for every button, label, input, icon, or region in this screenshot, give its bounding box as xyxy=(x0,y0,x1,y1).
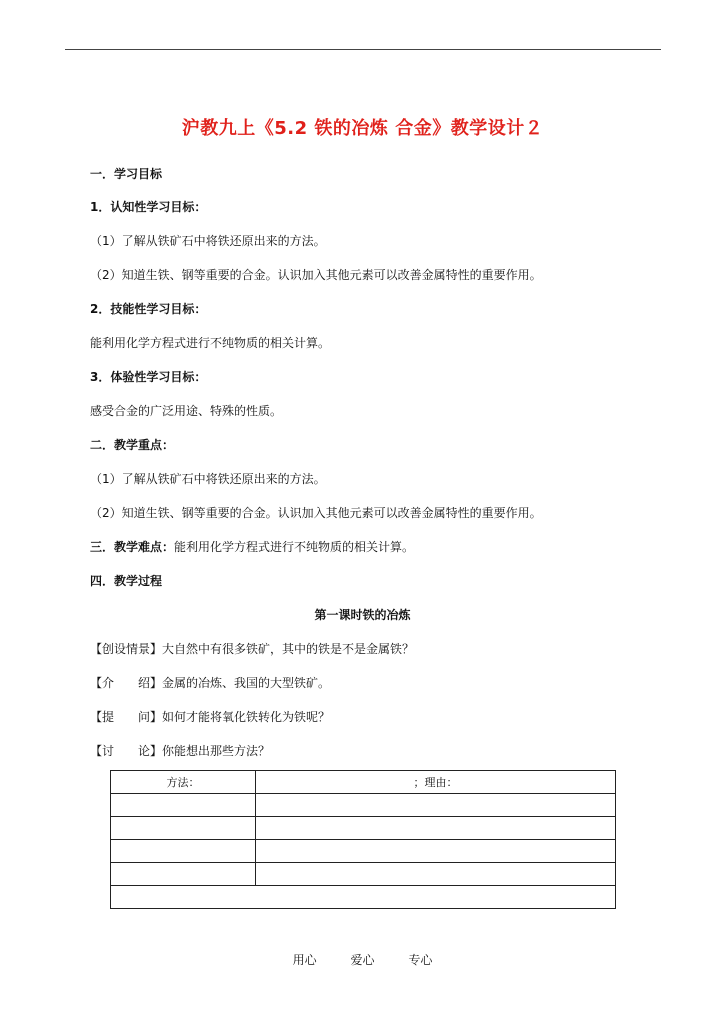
process-label: 【创设情景】 xyxy=(90,642,163,656)
table-header-row xyxy=(111,771,616,794)
footer-word: 用心 xyxy=(292,953,317,967)
table-row xyxy=(111,863,616,886)
subheading-cognitive: 1．认知性学习目标： xyxy=(90,200,207,214)
reason-cell[interactable] xyxy=(256,794,616,817)
method-cell[interactable] xyxy=(111,840,256,863)
process-label: 【提 问】 xyxy=(90,710,163,724)
header-rule xyxy=(65,49,661,50)
document-title: 沪教九上《5.2 铁的冶炼 合金》教学设计２ xyxy=(181,118,544,139)
section-heading-process: 四．教学过程 xyxy=(90,574,163,588)
reason-cell[interactable] xyxy=(256,817,616,840)
process-text: 大自然中有很多铁矿，其中的铁是不是金属铁？ xyxy=(162,642,415,656)
process-text: 金属的冶炼、我国的大型铁矿。 xyxy=(162,676,331,690)
methods-table xyxy=(110,770,616,909)
table-row xyxy=(111,840,616,863)
process-text: 如何才能将氧化铁转化为铁呢？ xyxy=(162,710,331,724)
process-item-discussion xyxy=(90,742,270,759)
method-header-cell: 方法： xyxy=(111,771,256,794)
reason-cell[interactable] xyxy=(256,863,616,886)
section-heading-key-points: 二．教学重点： xyxy=(90,438,175,452)
footer-word: 专心 xyxy=(408,953,433,967)
skill-text: 能利用化学方程式进行不纯物质的相关计算。 xyxy=(90,336,331,350)
page-footer xyxy=(0,951,725,968)
process-item-scenario xyxy=(90,640,414,657)
lesson-title: 第一课时铁的冶炼 xyxy=(314,608,411,622)
process-label: 【介 绍】 xyxy=(90,676,163,690)
reason-cell[interactable] xyxy=(256,840,616,863)
process-item-question xyxy=(90,708,330,725)
subheading-skill: 2．技能性学习目标： xyxy=(90,302,207,316)
difficulty-text: 能利用化学方程式进行不纯物质的相关计算。 xyxy=(174,540,415,554)
footer-word: 爱心 xyxy=(350,953,375,967)
merged-cell[interactable] xyxy=(111,886,616,909)
difficulty-line xyxy=(90,538,414,555)
key-point-item-1: （1）了解从铁矿石中将铁还原出来的方法。 xyxy=(90,472,326,486)
method-cell[interactable] xyxy=(111,817,256,840)
table-row xyxy=(111,794,616,817)
section-heading-difficulty: 三．教学难点： xyxy=(90,540,175,554)
method-cell[interactable] xyxy=(111,794,256,817)
experience-text: 感受合金的广泛用途、特殊的性质。 xyxy=(90,404,283,418)
method-cell[interactable] xyxy=(111,863,256,886)
process-item-introduce xyxy=(90,674,330,691)
table-row xyxy=(111,817,616,840)
process-text: 你能想出那些方法？ xyxy=(162,744,271,758)
reason-header-cell: ；理由： xyxy=(256,771,616,794)
cognitive-item-1: （1）了解从铁矿石中将铁还原出来的方法。 xyxy=(90,234,326,248)
process-label: 【讨 论】 xyxy=(90,744,163,758)
table-row-merged xyxy=(111,886,616,909)
key-point-item-2: （2）知道生铁、钢等重要的合金。认识加入其他元素可以改善金属特性的重要作用。 xyxy=(90,506,542,520)
cognitive-item-2: （2）知道生铁、钢等重要的合金。认识加入其他元素可以改善金属特性的重要作用。 xyxy=(90,268,542,282)
subheading-experience: 3．体验性学习目标： xyxy=(90,370,207,384)
section-heading-objectives: 一．学习目标 xyxy=(90,167,163,181)
